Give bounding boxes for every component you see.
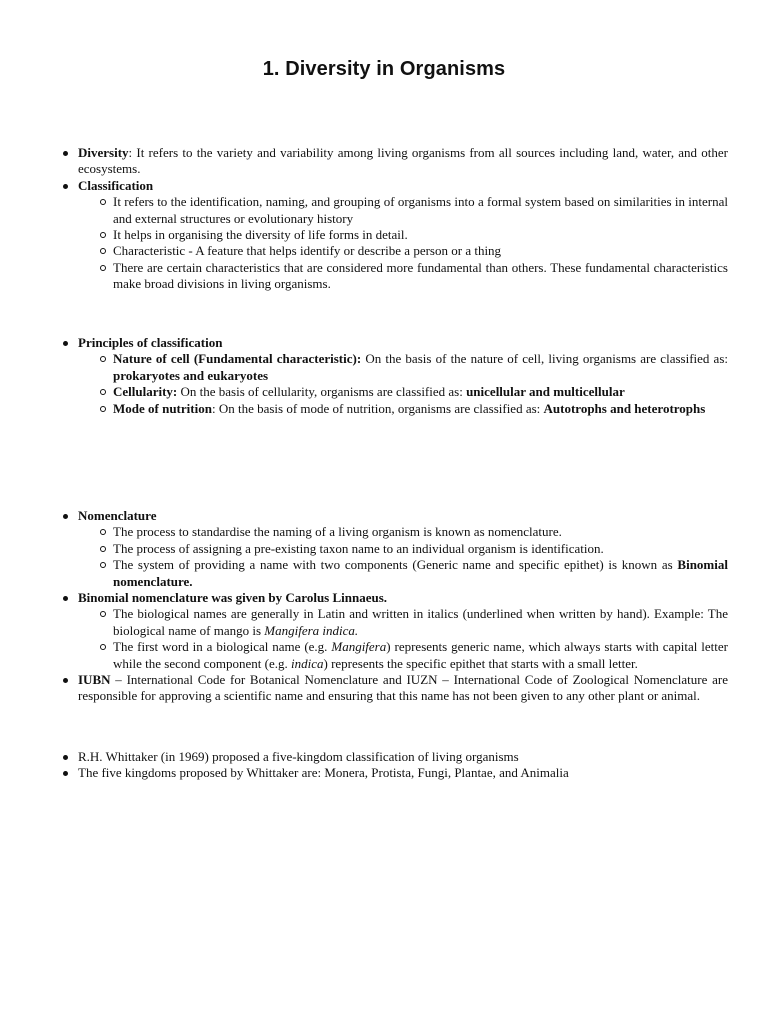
term-iubn: IUBN <box>78 672 111 688</box>
diversity-definition: : It refers to the variety and variability among living organisms from all sources including land, water, and other ecosystems. <box>78 145 728 177</box>
section-whittaker <box>0 749 768 782</box>
nature-of-cell-result: prokaryotes and eukaryotes <box>113 367 269 383</box>
list-item: R.H. Whittaker (in 1969) proposed a five-kingdom classification of living organisms <box>0 749 768 765</box>
cellularity-result: unicellular and multicellular <box>466 384 625 400</box>
iubn-text: – International Code for Botanical Nomenclature and IUZN – International Code of Zoological Nomenclature are responsible for approving a scientific name and ensuring that this name has not been given to any other plant or animal. <box>78 672 728 704</box>
term-cellularity: Cellularity: <box>113 384 178 400</box>
epithet-example: indica <box>290 655 324 671</box>
section-diversity <box>0 145 768 293</box>
binomial-sublist <box>78 606 728 672</box>
nomenclature-heading: Nomenclature <box>78 508 157 523</box>
list-item-nomenclature <box>0 508 768 590</box>
list-item: The five kingdoms proposed by Whittaker are: Monera, Protista, Fungi, Plantae, and Animalia <box>0 765 768 781</box>
genus-example: Mangifera <box>331 639 387 655</box>
term-diversity: Diversity <box>78 145 129 160</box>
sublist-item <box>78 639 728 672</box>
sublist-item-nature-of-cell <box>78 351 728 384</box>
sublist-item-nutrition <box>78 401 728 417</box>
sublist-item: The process of assigning a pre-existing taxon name to an individual organism is identification. <box>78 541 728 557</box>
list-item-principles <box>0 335 768 417</box>
section-principles <box>0 335 768 417</box>
generic-name-text: ) represents generic name, which always starts with capital letter while the second component (e.g. <box>113 639 728 671</box>
term-classification: Classification <box>78 177 154 193</box>
sublist-item: The process to standardise the naming of a living organism is known as nomenclature. <box>78 524 728 540</box>
binomial-heading: Binomial nomenclature was given by Carolus Linnaeus. <box>78 590 388 606</box>
sublist-item-cellularity <box>78 384 728 400</box>
nature-of-cell-text: On the basis of the nature of cell, living organisms are classified as: <box>361 351 728 367</box>
nutrition-text: : On the basis of mode of nutrition, organisms are classified as: <box>211 400 544 416</box>
sublist-item: It refers to the identification, naming, and grouping of organisms into a formal system based on similarities in internal and external structures or evolutionary history <box>78 194 728 227</box>
biological-names-text: The biological names are generally in Latin and written in italics (underlined when written by hand). Example: The biological name of mango is <box>113 606 728 638</box>
list-item-binomial <box>0 590 768 672</box>
sublist-item <box>78 557 728 590</box>
term-nature-of-cell: Nature of cell (Fundamental characteristic): <box>113 351 362 367</box>
mango-name: Mangifera indica. <box>264 622 359 638</box>
principles-sublist <box>78 351 728 417</box>
principles-heading: Principles of classification <box>78 335 223 350</box>
list-item-classification <box>0 178 768 293</box>
sublist-item: Characteristic - A feature that helps identify or describe a person or a thing <box>78 243 728 259</box>
binomial-term: Binomial nomenclature. <box>113 557 728 589</box>
list-item-diversity <box>0 145 768 178</box>
binomial-definition-text: The system of providing a name with two components (Generic name and specific epithet) is known as <box>113 557 678 573</box>
classification-sublist <box>78 194 728 292</box>
sublist-item: It helps in organising the diversity of life forms in detail. <box>78 227 728 243</box>
first-word-text: The first word in a biological name (e.g. <box>113 639 332 655</box>
sublist-item: There are certain characteristics that are considered more fundamental than others. These fundamental characteristics make broad divisions in living organisms. <box>78 260 728 293</box>
page-title: 1. Diversity in Organisms <box>262 58 506 80</box>
term-nutrition: Mode of nutrition <box>113 400 212 416</box>
nutrition-result: Autotrophs and heterotrophs <box>543 400 706 416</box>
cellularity-text: On the basis of cellularity, organisms are classified as: <box>177 384 467 400</box>
sublist-item <box>78 606 728 639</box>
nomenclature-sublist <box>78 524 728 590</box>
section-nomenclature <box>0 508 768 705</box>
list-item-iubn <box>0 672 768 705</box>
epithet-text: ) represents the specific epithet that starts with a small letter. <box>323 655 638 671</box>
